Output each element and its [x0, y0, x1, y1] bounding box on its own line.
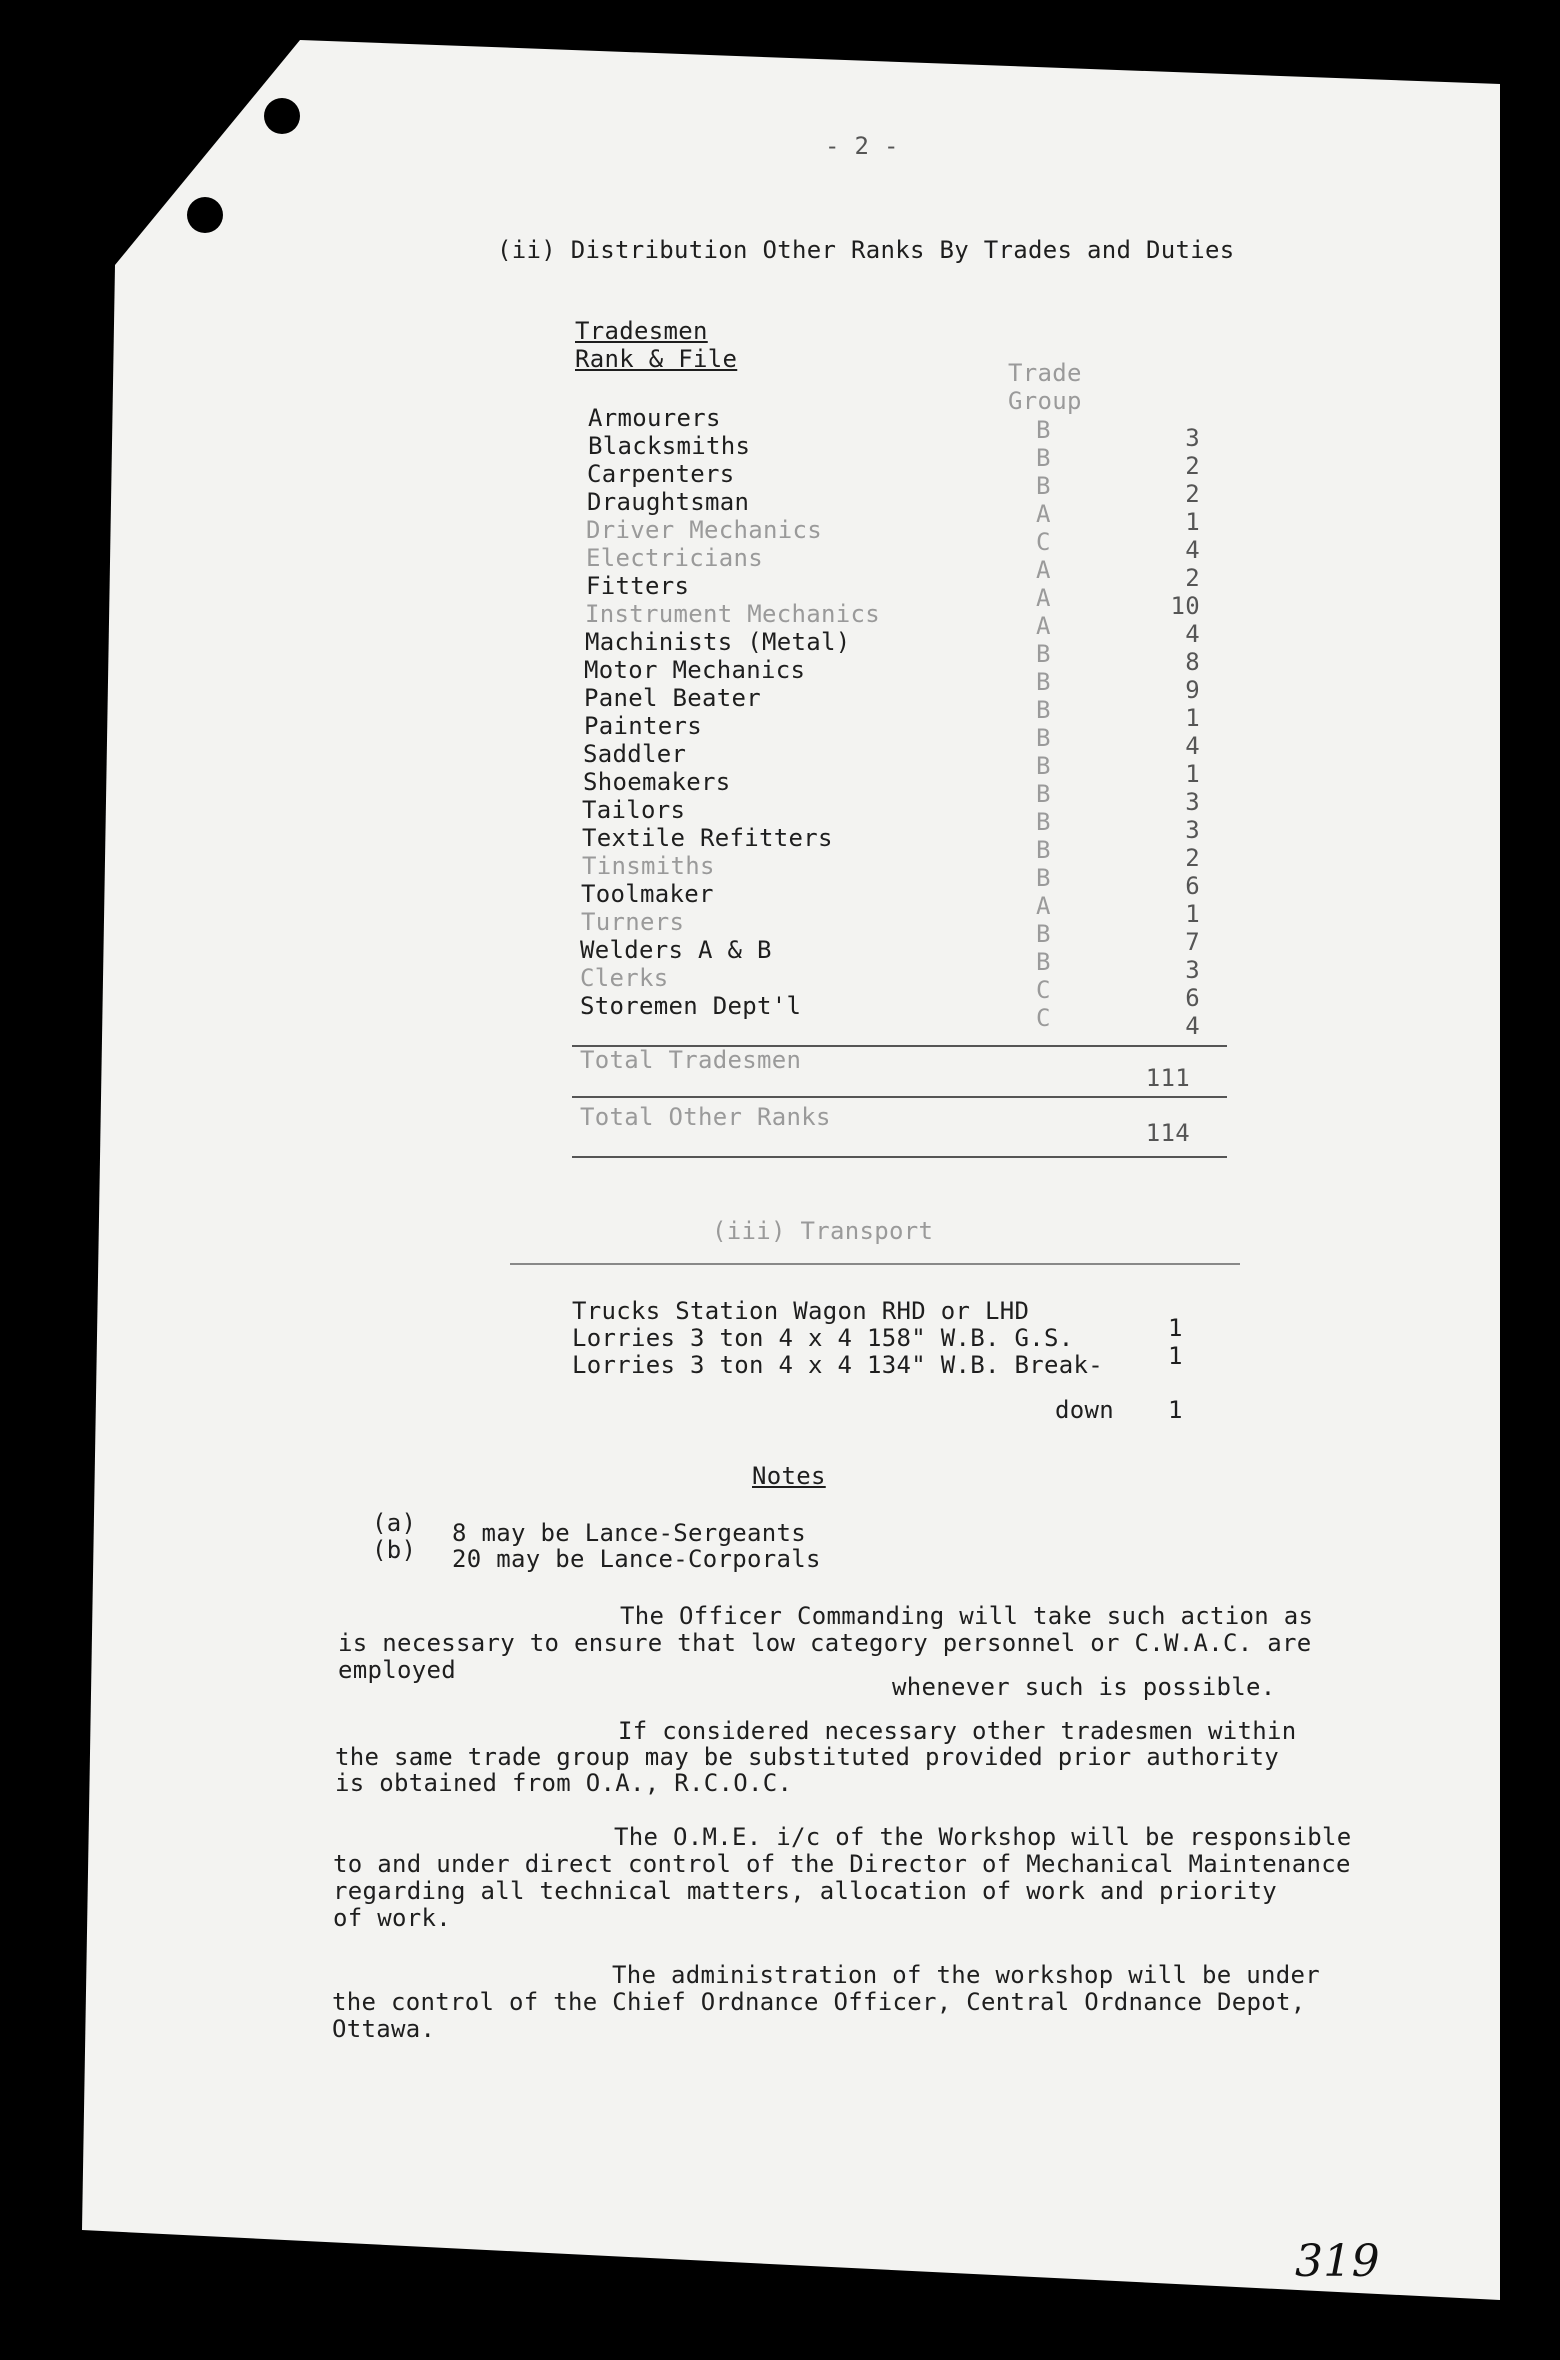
folio-number: 319 — [1295, 2236, 1380, 2287]
trade-name: Instrument Mechanics — [585, 600, 880, 628]
trade-count: 2 — [1185, 452, 1200, 480]
rank-file-heading: Rank & File — [575, 345, 738, 373]
trade-name: Machinists (Metal) — [585, 628, 851, 656]
trade-count: 8 — [1185, 648, 1200, 676]
trade-group: B — [1036, 836, 1051, 864]
trade-group: B — [1036, 920, 1051, 948]
total-tradesmen-value: 111 — [1145, 1064, 1190, 1092]
para2-line3: is obtained from O.A., R.C.O.C. — [335, 1769, 793, 1797]
transport-item-1: Trucks Station Wagon RHD or LHD — [572, 1297, 1030, 1325]
trade-count: 4 — [1185, 732, 1200, 760]
para4-line1: The administration of the workshop will be under — [612, 1961, 1320, 1989]
trade-count: 6 — [1185, 872, 1200, 900]
trade-name: Tailors — [582, 796, 686, 824]
trade-group: B — [1036, 416, 1051, 444]
trade-count: 2 — [1185, 844, 1200, 872]
trade-group: A — [1036, 556, 1051, 584]
trade-name: Panel Beater — [584, 684, 761, 712]
transport-rule — [510, 1263, 1240, 1265]
trade-count: 6 — [1185, 984, 1200, 1012]
para4-line3: Ottawa. — [332, 2015, 436, 2043]
transport-item-3: Lorries 3 ton 4 x 4 134" W.B. Break- — [572, 1351, 1103, 1379]
trade-count: 2 — [1185, 564, 1200, 592]
trade-count: 1 — [1185, 900, 1200, 928]
section-ii-title: (ii) Distribution Other Ranks By Trades and Duties — [497, 236, 1235, 264]
trade-group: B — [1036, 444, 1051, 472]
trade-name: Clerks — [580, 964, 669, 992]
trade-name: Shoemakers — [583, 768, 731, 796]
para1-line1: The Officer Commanding will take such action as — [620, 1602, 1314, 1630]
trade-count: 3 — [1185, 424, 1200, 452]
note-b-text: 20 may be Lance-Corporals — [452, 1545, 821, 1573]
trade-count: 1 — [1185, 508, 1200, 536]
trade-count: 7 — [1185, 928, 1200, 956]
total-tradesmen-label: Total Tradesmen — [580, 1046, 802, 1074]
trade-group: B — [1036, 752, 1051, 780]
trade-count: 1 — [1185, 704, 1200, 732]
para2-line1: If considered necessary other tradesmen within — [618, 1717, 1297, 1745]
para4-line2: the control of the Chief Ordnance Officer, Central Ordnance Depot, — [332, 1988, 1306, 2016]
transport-qty-3: 1 — [1168, 1396, 1183, 1424]
trade-name: Welders A & B — [580, 936, 772, 964]
para3-line3: regarding all technical matters, allocation of work and priority — [333, 1877, 1277, 1905]
para3-line2: to and under direct control of the Director of Mechanical Maintenance — [333, 1850, 1351, 1878]
para1-line3: employed — [338, 1656, 456, 1684]
trade-count: 3 — [1185, 816, 1200, 844]
trade-name: Toolmaker — [581, 880, 714, 908]
trade-name: Carpenters — [587, 460, 735, 488]
trade-group: B — [1036, 780, 1051, 808]
trade-name: Turners — [581, 908, 685, 936]
transport-item-2: Lorries 3 ton 4 x 4 158" W.B. G.S. — [572, 1324, 1074, 1352]
trade-group: C — [1036, 528, 1051, 556]
trade-name: Blacksmiths — [588, 432, 751, 460]
trade-count: 1 — [1185, 760, 1200, 788]
trade-group: B — [1036, 668, 1051, 696]
trade-group: A — [1036, 584, 1051, 612]
totals-bottom-rule — [572, 1156, 1227, 1158]
transport-item-3-cont: down — [1055, 1396, 1114, 1424]
punch-hole-bottom — [187, 197, 223, 233]
group-column-header: Group — [1008, 387, 1082, 415]
trade-column-header: Trade — [1008, 359, 1082, 387]
trade-name: Motor Mechanics — [584, 656, 806, 684]
trade-count: 2 — [1185, 480, 1200, 508]
tradesmen-heading: Tradesmen — [575, 317, 708, 345]
notes-title: Notes — [752, 1462, 826, 1490]
trade-group: B — [1036, 808, 1051, 836]
trade-name: Saddler — [583, 740, 687, 768]
trade-name: Storemen Dept'l — [580, 992, 802, 1020]
trade-group: B — [1036, 696, 1051, 724]
para1-line4: whenever such is possible. — [892, 1673, 1276, 1701]
trade-count: 4 — [1185, 536, 1200, 564]
trade-name: Tinsmiths — [582, 852, 715, 880]
total-other-ranks-label: Total Other Ranks — [580, 1103, 831, 1131]
trade-name: Textile Refitters — [582, 824, 833, 852]
trade-name: Draughtsman — [587, 488, 750, 516]
trade-group: B — [1036, 724, 1051, 752]
trade-name: Painters — [584, 712, 702, 740]
para2-line2: the same trade group may be substituted provided prior authority — [335, 1743, 1279, 1771]
trade-group: A — [1036, 892, 1051, 920]
trade-group: B — [1036, 640, 1051, 668]
trade-count: 3 — [1185, 788, 1200, 816]
trade-count: 4 — [1185, 620, 1200, 648]
trade-name: Driver Mechanics — [586, 516, 822, 544]
para3-line1: The O.M.E. i/c of the Workshop will be responsible — [614, 1823, 1352, 1851]
trade-count: 9 — [1185, 676, 1200, 704]
total-other-ranks-value: 114 — [1145, 1119, 1190, 1147]
trade-group: C — [1036, 976, 1051, 1004]
page-number: - 2 - — [825, 132, 899, 160]
trade-name: Fitters — [586, 572, 690, 600]
para1-line2: is necessary to ensure that low category personnel or C.W.A.C. are — [338, 1629, 1312, 1657]
trade-name: Armourers — [588, 404, 721, 432]
transport-qty-1: 1 — [1168, 1314, 1183, 1342]
section-iii-title: (iii) Transport — [712, 1217, 934, 1245]
punch-hole-top — [264, 98, 300, 134]
note-a-label: (a) — [372, 1509, 417, 1537]
trade-count: 10 — [1170, 592, 1200, 620]
trade-group: B — [1036, 472, 1051, 500]
trade-count: 3 — [1185, 956, 1200, 984]
trade-group: B — [1036, 864, 1051, 892]
trade-group: B — [1036, 948, 1051, 976]
trade-group: A — [1036, 612, 1051, 640]
note-b-label: (b) — [372, 1536, 417, 1564]
para3-line4: of work. — [333, 1904, 451, 1932]
trade-count: 4 — [1185, 1012, 1200, 1040]
totals-middle-rule — [572, 1096, 1227, 1098]
trade-group: C — [1036, 1004, 1051, 1032]
note-a-text: 8 may be Lance-Sergeants — [452, 1519, 806, 1547]
trade-group: A — [1036, 500, 1051, 528]
transport-qty-2: 1 — [1168, 1342, 1183, 1370]
trade-name: Electricians — [586, 544, 763, 572]
